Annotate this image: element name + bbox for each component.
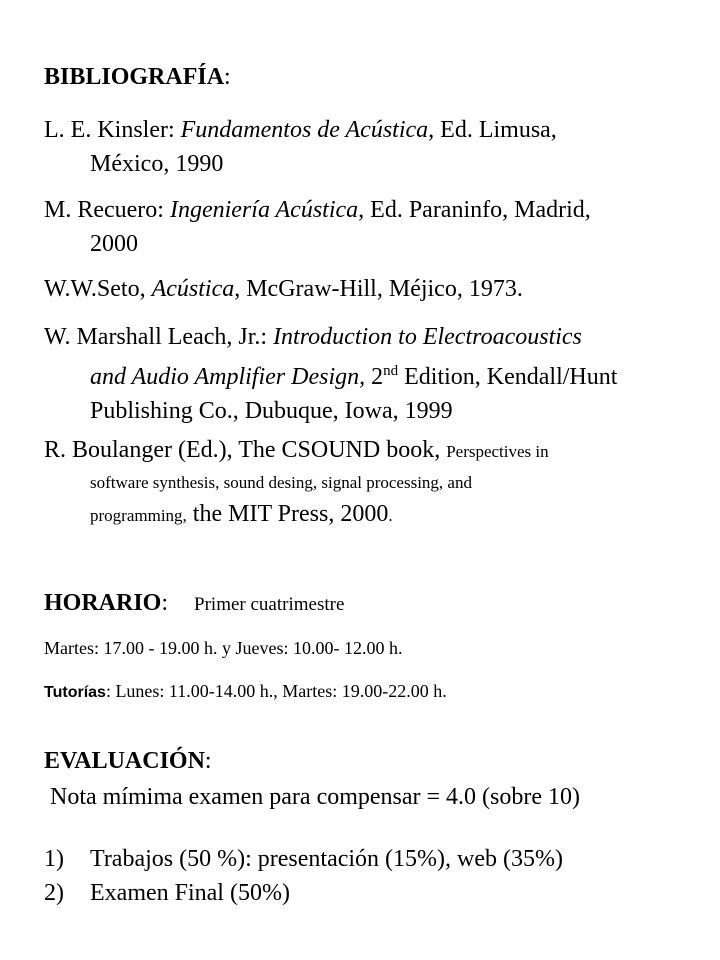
item-number: 2) [44,880,64,906]
class-hours: Martes: 17.00 - 19.00 h. y Jueves: 10.00- 12.00 h. [44,638,403,658]
ref-subtitle-1: Perspectives in [446,442,549,461]
evaluation-colon: : [204,748,212,774]
ref-publisher: Edition, Kendall/Hunt [398,364,618,390]
ref-publisher: Ed. Paraninfo, Madrid, [364,197,591,223]
ref-author: W. Marshall Leach, Jr.: [44,324,274,350]
ref-place-year: Publishing Co., Dubuque, Iowa, 1999 [90,398,453,424]
tutoring-hours [44,681,447,702]
ref-subtitle-2: software synthesis, sound desing, signal processing, and [90,473,472,492]
evaluation-heading [44,748,212,775]
bibliography-colon: : [224,64,231,90]
reference-recuero [44,193,694,261]
schedule-colon: : [161,590,169,616]
ref-publisher: the MIT Press, 2000 [186,501,389,527]
item-text: Trabajos (50 %): presentación (15%), web (35%) [90,846,563,872]
evaluation-heading-text: EVALUACIÓN [44,748,205,774]
item-text: Examen Final (50%) [90,880,290,906]
ref-edition-sup: nd [383,363,399,379]
ref-end-dot: . [388,506,393,525]
ref-year: 2000 [90,231,138,257]
reference-kinsler [44,113,694,181]
ref-subtitle-3: programming, [90,506,187,525]
ref-author: W.W.Seto, [44,276,152,302]
ref-subtitle-line3 [44,497,694,533]
tutoring-label: Tutorías [44,684,106,701]
ref-title: Acústica [151,276,235,302]
schedule-heading [44,590,344,617]
reference-boulanger [44,433,694,533]
ref-title: Ingeniería Acústica, [169,197,365,223]
ref-title: Introduction to Electroacoustics [273,324,582,350]
reference-leach [44,320,694,428]
ref-author: L. E. Kinsler: [44,117,181,143]
ref-edition-num: 2 [365,364,384,390]
ref-author: M. Recuero: [44,197,170,223]
reference-seto [44,272,694,306]
schedule-heading-text: HORARIO [44,590,162,616]
ref-place-year: México, 1990 [90,151,224,177]
ref-publisher: , McGraw-Hill, Méjico, 1973. [234,276,523,302]
ref-title-line2 [44,354,694,394]
ref-title: Fundamentos de Acústica, [180,117,435,143]
evaluation-item-1 [44,846,563,873]
ref-author: R. Boulanger (Ed.), The CSOUND book, [44,437,447,463]
ref-title-cont: and Audio Amplifier Design, [90,364,366,390]
ref-publisher: Ed. Limusa, [434,117,557,143]
bibliography-heading [44,64,231,91]
schedule-term: Primer cuatrimestre [194,594,345,615]
item-number: 1) [44,846,64,872]
evaluation-item-2 [44,880,290,907]
minimum-grade-note: Nota mímima examen para compensar = 4.0 (sobre 10) [50,784,581,810]
tutoring-value: : Lunes: 11.00-14.00 h., Martes: 19.00-22.00 h. [105,681,447,701]
bibliography-heading-text: BIBLIOGRAFÍA [44,64,225,90]
